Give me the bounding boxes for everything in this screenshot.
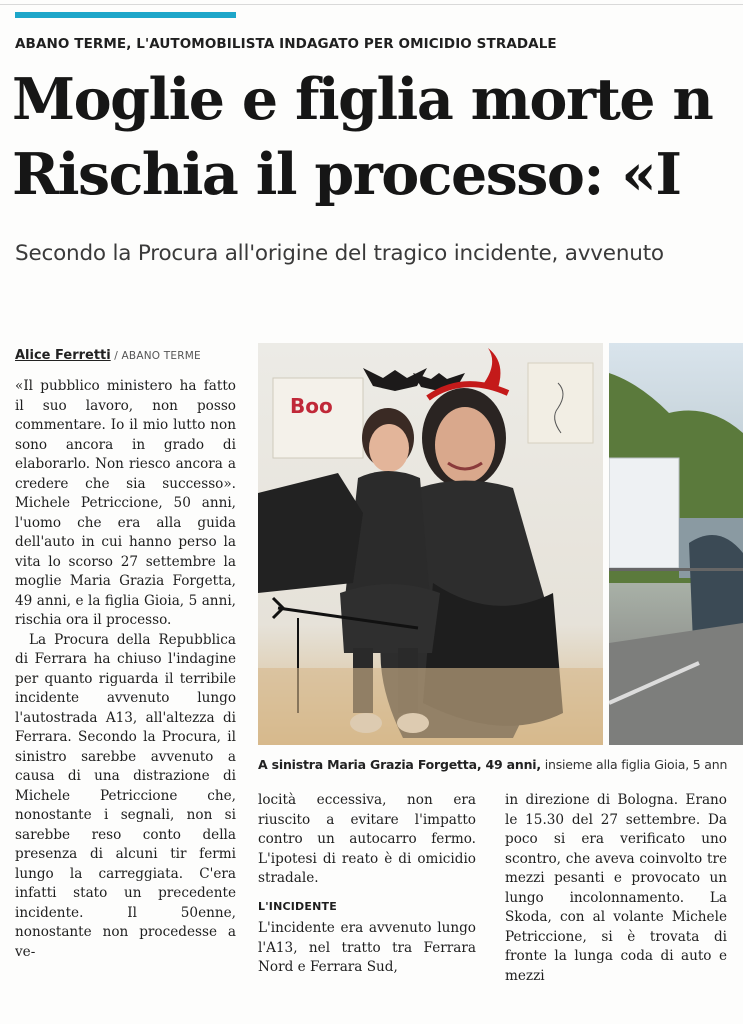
kicker: ABANO TERME, L'AUTOMOBILISTA INDAGATO PER OMICIDIO STRADALE [15, 36, 557, 52]
byline-author: Alice Ferretti [15, 348, 111, 363]
photo-mother-daughter [258, 343, 603, 745]
photo-illustration [258, 343, 603, 745]
paragraph: locità eccessiva, non era riuscito a evitare l'impatto contro un autocarro fermo. L'ipotesi di reato è di omicidio stradale. [258, 792, 476, 886]
section-accent-bar [15, 12, 236, 18]
headline [12, 62, 743, 212]
photo-caption-bold: A sinistra Maria Grazia Forgetta, 49 anni, [258, 757, 541, 772]
photo-caption [258, 757, 727, 772]
paragraph: «Il pubblico ministero ha fatto il suo lavoro, non posso commentare. Io il mio lutto non sono ancora in grado di elaborarlo. Non riesco ancora a credere che sia successo». Michele Petriccione, 50 anni, l'uomo che era alla guida dell'auto in cui hanno perso la vita lo scorso 27 settembre la moglie Maria Grazia Forgetta, 49 anni, e la figlia Gioia, 5 anni, rischia ora il processo. [15, 378, 236, 628]
paragraph: L'incidente era avvenuto lungo l'A13, nel tratto tra Ferrara Nord e Ferrara Sud, [258, 920, 476, 975]
photo-illustration [609, 343, 743, 745]
article-column-3 [505, 791, 727, 986]
headline-line-1: Moglie e figlia morte n [12, 66, 713, 133]
article-column-2 [258, 791, 476, 978]
byline [15, 348, 201, 363]
top-rule [0, 4, 743, 5]
paragraph: in direzione di Bologna. Erano le 15.30 del 27 settembre. Da poco si era verificato uno scontro, che aveva coinvolto tre mezzi pesanti e provocato un lungo incolonnamento. La Skoda, con al volante Michele Petriccione, si è trovata di fronte la lunga coda di auto e mezzi [505, 792, 727, 984]
photo-crash-scene [609, 343, 743, 745]
section-heading: L'INCIDENTE [258, 899, 337, 913]
paragraph: La Procura della Repubblica di Ferrara ha chiuso l'indagine per quanto riguarda il terribile incidente avvenuto lungo l'autostrada A13, all'altezza di Ferrara. Secondo la Procura, il sinistro sarebbe avvenuto a causa di una distrazione di Michele Petriccione che, nonostante i segnali, non si sarebbe reso conto della presenza di alcuni tir fermi lungo la carreggiata. C'era infatti stato un precedente incidente. Il 50enne, nonostante non procedesse a ve- [15, 631, 236, 960]
photo-caption-rest: insieme alla figlia Gioia, 5 ann [540, 757, 728, 772]
byline-location: / ABANO TERME [110, 350, 201, 362]
wall-drawing-text: Boo [290, 394, 333, 418]
article-column-1 [15, 377, 236, 993]
subheadline: Secondo la Procura all'origine del tragico incidente, avvenuto [15, 241, 664, 266]
headline-line-2: Rischia il processo: «I [12, 141, 681, 208]
